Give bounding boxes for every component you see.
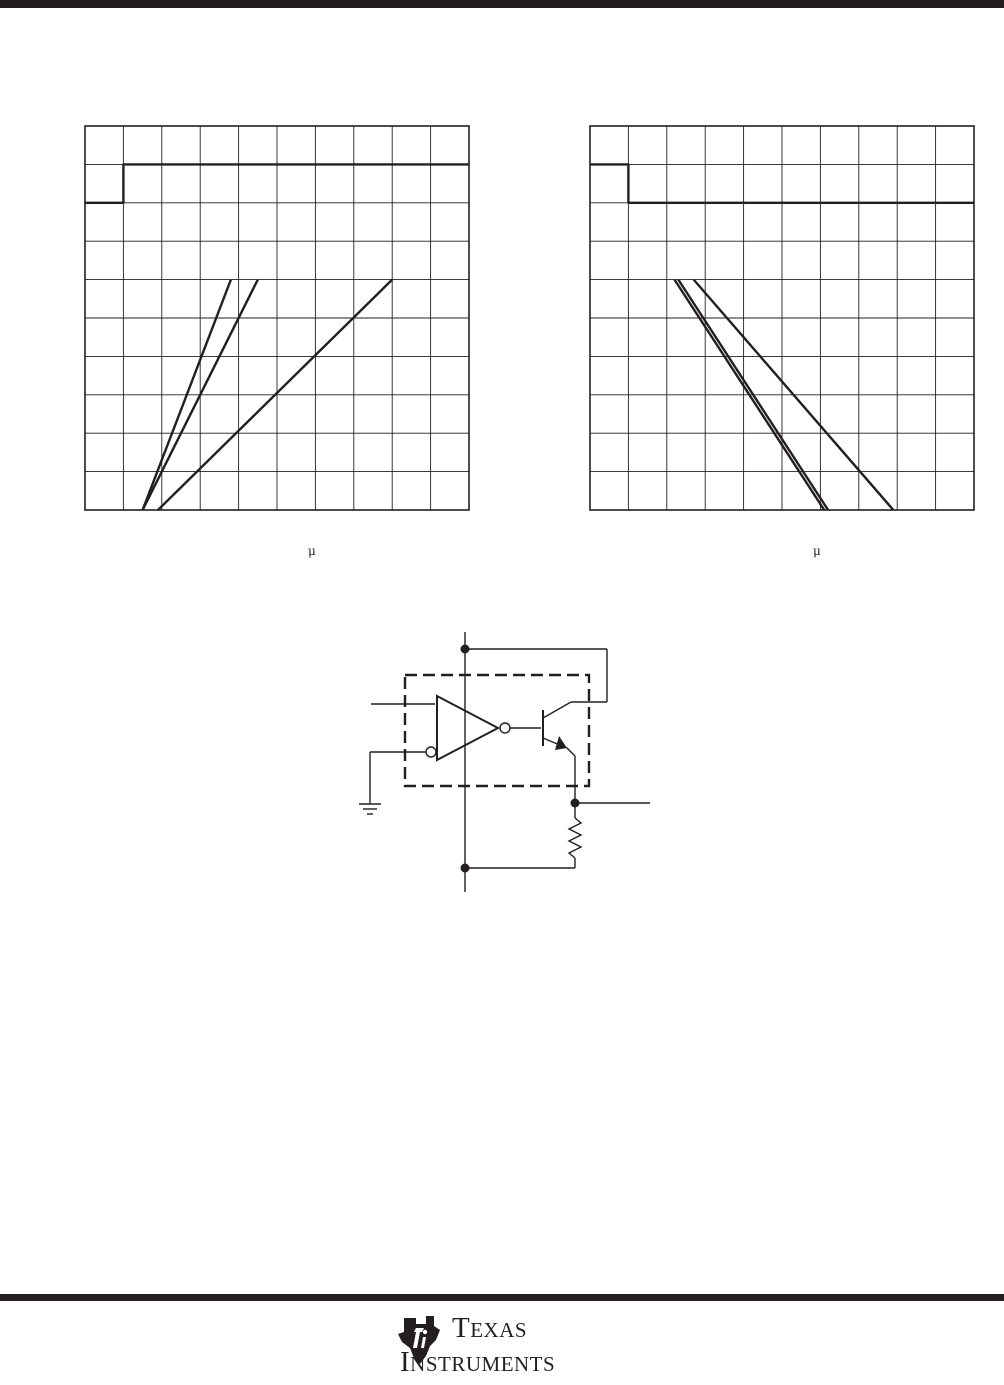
texas-instruments-logo bbox=[396, 1312, 606, 1384]
footer-rule bbox=[0, 1294, 1004, 1301]
chart-right-plot bbox=[590, 126, 974, 510]
logo-instruments-rest: NSTRUMENTS bbox=[410, 1352, 556, 1376]
schematic-drawing bbox=[355, 630, 655, 895]
chart-left bbox=[85, 126, 469, 510]
output-bubble bbox=[500, 723, 510, 733]
device-boundary bbox=[405, 675, 589, 786]
node-bottom bbox=[461, 864, 470, 873]
node-output bbox=[571, 799, 580, 808]
inverting-input-bubble bbox=[426, 747, 436, 757]
header-rule bbox=[0, 0, 1004, 8]
node-top bbox=[461, 645, 470, 654]
chart-right bbox=[590, 126, 974, 510]
chart-left-x-unit: μ bbox=[308, 544, 316, 558]
logo-instruments-initial: I bbox=[400, 1346, 411, 1378]
logo-word-texas bbox=[452, 1312, 527, 1345]
circuit-schematic bbox=[355, 630, 655, 895]
chart-left-plot bbox=[85, 126, 469, 510]
logo-word-instruments bbox=[400, 1346, 555, 1379]
resistor bbox=[569, 818, 581, 858]
buffer-gate bbox=[437, 696, 498, 760]
chart-right-x-unit: μ bbox=[813, 544, 821, 558]
logo-texas-initial: T bbox=[452, 1312, 471, 1344]
logo-texas-rest: EXAS bbox=[470, 1318, 528, 1342]
